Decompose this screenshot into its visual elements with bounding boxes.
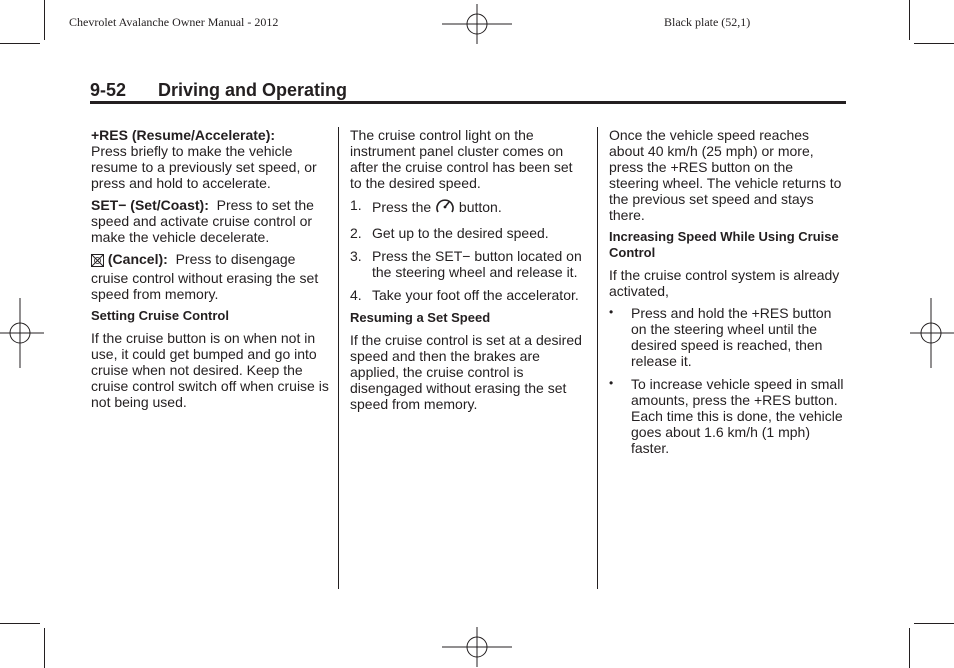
registration-mark-bottom xyxy=(442,627,512,667)
running-header-right: Black plate (52,1) xyxy=(664,15,751,29)
bullet-list xyxy=(609,305,845,456)
registration-mark-right xyxy=(910,298,954,368)
step-text: Take your foot off the accelerator. xyxy=(372,287,579,303)
step-text-after: button. xyxy=(458,199,502,215)
increase-intro: If the cruise control system is already activated, xyxy=(609,267,840,299)
page-number: 9-52 xyxy=(90,80,127,100)
steps-list xyxy=(350,197,586,303)
cruise-light-intro: The cruise control light on the instrument panel cluster comes on after the cruise control has been set to the desired speed. xyxy=(350,127,573,191)
set-text: Press to set the speed and activate cruise control or make the vehicle decelerate. xyxy=(91,197,314,245)
resume-heading: Resuming a Set Speed xyxy=(350,310,491,325)
column-1 xyxy=(91,127,331,416)
bullet-text: To increase vehicle speed in small amounts, press the +RES button. Each time this is done, the vehicle goes about 1.6 km/h (1 mph) faster. xyxy=(631,376,844,456)
cruise-cancel-icon xyxy=(91,254,104,270)
registration-mark-top xyxy=(442,4,512,44)
column-divider-2 xyxy=(597,127,598,589)
step-number: 4. xyxy=(350,287,362,303)
section-title: Driving and Operating xyxy=(158,80,348,100)
step-number: 1. xyxy=(350,197,362,213)
list-item xyxy=(609,376,845,456)
set-paragraph xyxy=(91,197,331,245)
column-2 xyxy=(350,127,586,418)
column-3 xyxy=(609,127,845,463)
setting-heading: Setting Cruise Control xyxy=(91,308,229,323)
cancel-text: Press to disengage cruise control without erasing the set speed from memory. xyxy=(91,251,319,302)
registration-mark-left xyxy=(0,298,44,368)
list-item xyxy=(350,225,586,241)
list-item xyxy=(350,197,586,218)
list-item xyxy=(350,248,586,280)
step-number: 3. xyxy=(350,248,362,264)
running-header-left: Chevrolet Avalanche Owner Manual - 2012 xyxy=(69,15,279,29)
step-text: Get up to the desired speed. xyxy=(372,225,549,241)
set-label: SET− (Set/Coast): xyxy=(91,197,209,213)
step-number: 2. xyxy=(350,225,362,241)
bullet-text: Press and hold the +RES button on the steering wheel until the desired speed is reached, then release it. xyxy=(631,305,832,369)
step-text: Press the SET− button located on the steering wheel and release it. xyxy=(372,248,582,280)
bullet-icon: • xyxy=(609,376,614,390)
cruise-control-icon xyxy=(435,197,455,218)
res-label: +RES (Resume/Accelerate): xyxy=(91,127,276,143)
section-header xyxy=(90,80,846,101)
setting-text: If the cruise button is on when not in use, it could get bumped and go into cruise when not desired. Keep the cruise control switch off when cruise is not being used. xyxy=(91,330,329,410)
column-divider-1 xyxy=(338,127,339,589)
cancel-label: (Cancel): xyxy=(107,251,168,267)
resume-text: If the cruise control is set at a desired speed and then the brakes are applied, the cruise control is disengaged without erasing the set speed from memory. xyxy=(350,332,582,412)
step-text-before: Press the xyxy=(372,199,432,215)
return-speed-text: Once the vehicle speed reaches about 40 km/h (25 mph) or more, press the +RES button on the steering wheel. The vehicle returns to the previous set speed and stays there. xyxy=(609,127,842,223)
bullet-icon: • xyxy=(609,305,614,319)
res-text: Press briefly to make the vehicle resume to a previously set speed, or press and hold to accelerate. xyxy=(91,143,317,191)
list-item xyxy=(609,305,845,369)
res-paragraph xyxy=(91,127,331,191)
header-rule xyxy=(90,101,846,104)
list-item xyxy=(350,287,586,303)
increase-heading: Increasing Speed While Using Cruise Control xyxy=(609,229,839,260)
cancel-paragraph xyxy=(91,251,331,302)
